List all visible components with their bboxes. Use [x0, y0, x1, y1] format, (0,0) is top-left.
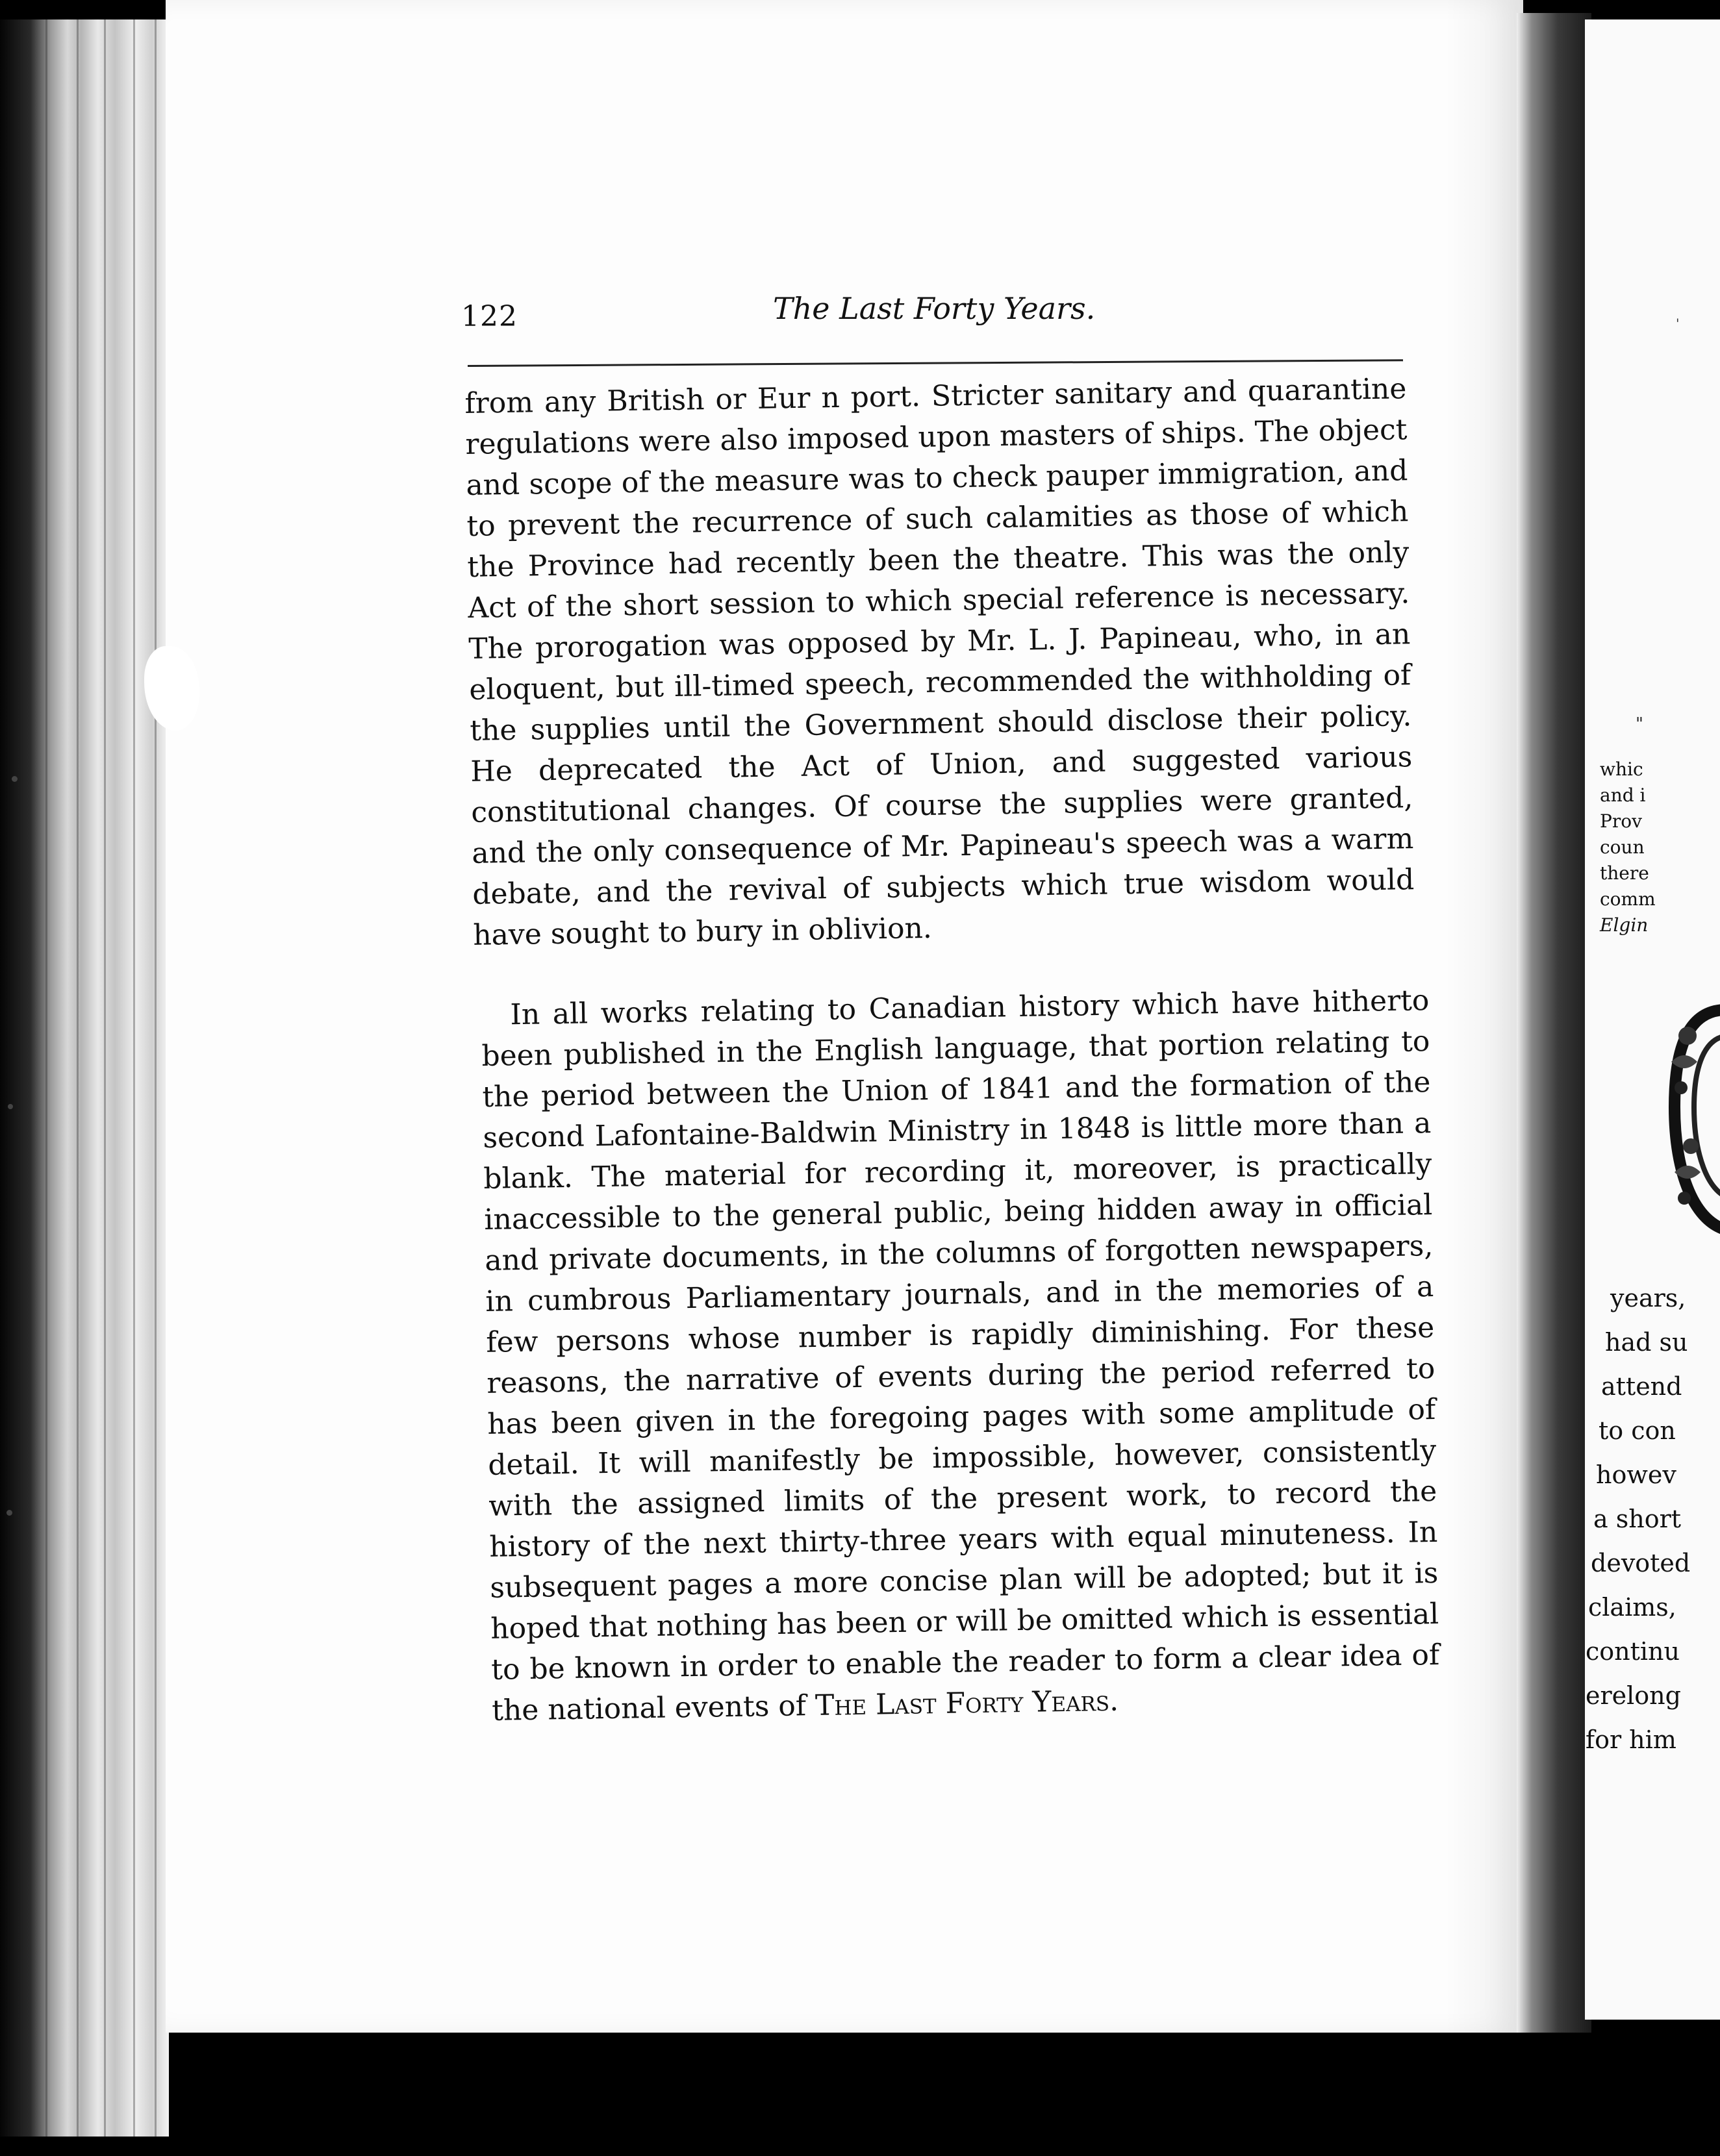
facing-page [1585, 19, 1720, 2020]
facing-line: continu [1586, 1637, 1680, 1666]
page-title: The Last Forty Years. [773, 291, 1096, 326]
facing-line: for him [1586, 1725, 1676, 1754]
facing-line: devoted [1591, 1549, 1691, 1577]
facing-line: coun [1600, 836, 1645, 858]
ornamental-drop-cap-icon [1668, 997, 1720, 1244]
facing-line: whic [1600, 758, 1643, 780]
facing-line: erelong [1586, 1681, 1681, 1710]
facing-page-large-text [1586, 1276, 1690, 1762]
paragraph-2 [481, 980, 1441, 1731]
page-number: 122 [461, 300, 518, 333]
facing-line: a short [1593, 1505, 1682, 1533]
facing-line: howev [1596, 1460, 1676, 1489]
facing-line: there [1600, 862, 1649, 884]
facing-line: to con [1599, 1416, 1676, 1445]
scan-speck [12, 776, 18, 782]
facing-line: Elgin [1600, 914, 1649, 936]
facing-page-mark: ' [1676, 316, 1680, 331]
facing-line: had su [1605, 1328, 1688, 1357]
facing-line: attend [1601, 1372, 1682, 1401]
paragraph-2-text: In all works relating to Canadian history which have hitherto been published in the English language, that portion relating to the period between the Union of 1841 and the formation of the second Lafontaine-Baldwin Ministry in 1848 is little more than a blank. The material for recording it, moreover, is practically inaccessible to the general public, being hidden away in official and private documents, in the columns of forgotten newspapers, in cumbrous Parliamentary journals, and in the memories of a few persons whose number is rapidly diminishing. For these reasons, the narrative of events during the period referred to has been given in the foregoing pages with some amplitude of detail. It will manifestly be impossible, however, consistently with the assigned limits of the present work, to record the history of the next thirty-three years with equal minuteness. In subsequent pages a more concise plan will be adopted; but it is hoped that nothing has been or will be omitted which is essential to be known in order to enable the reader to form a clear idea of the national events of [481, 984, 1440, 1727]
paragraph-1: from any British or Eur n port. Stricter sanitary and quarantine regulations were also imposed upon masters of ships. The object and scope of the measure was to check pauper immigration, and to prevent the recurrence of such calamities as those of which the Province had recently been the theatre. This was the only Act of the short session to which special reference is necessary. The prorogation was opposed by Mr. L. J. Papineau, who, in an eloquent, but ill-timed speech, recommended the withholding of the supplies until the Government should disclose their policy. He deprecated the Act of Union, and suggested various constitutional changes. Of course the supplies were granted, and the only consequence of Mr. Papineau's speech was a warm debate, and the revival of subjects which true wisdom would have sought to bury in oblivion. [464, 372, 1415, 952]
scan-speck [6, 1510, 12, 1516]
facing-line: comm [1600, 888, 1656, 910]
facing-page-quote-mark: " [1636, 714, 1643, 734]
book-title-small-caps: The Last Forty Years [815, 1684, 1110, 1723]
book-gutter [1517, 13, 1591, 2033]
running-head [461, 291, 1384, 336]
facing-line: Prov [1600, 810, 1642, 832]
scan-speck [8, 1104, 13, 1109]
facing-line: claims, [1588, 1593, 1676, 1622]
facing-line: years, [1610, 1284, 1686, 1312]
facing-page-small-text [1586, 757, 1656, 938]
closing-period: . [1109, 1684, 1119, 1718]
page-edge-stack [0, 19, 169, 2137]
facing-line: and i [1600, 784, 1646, 806]
